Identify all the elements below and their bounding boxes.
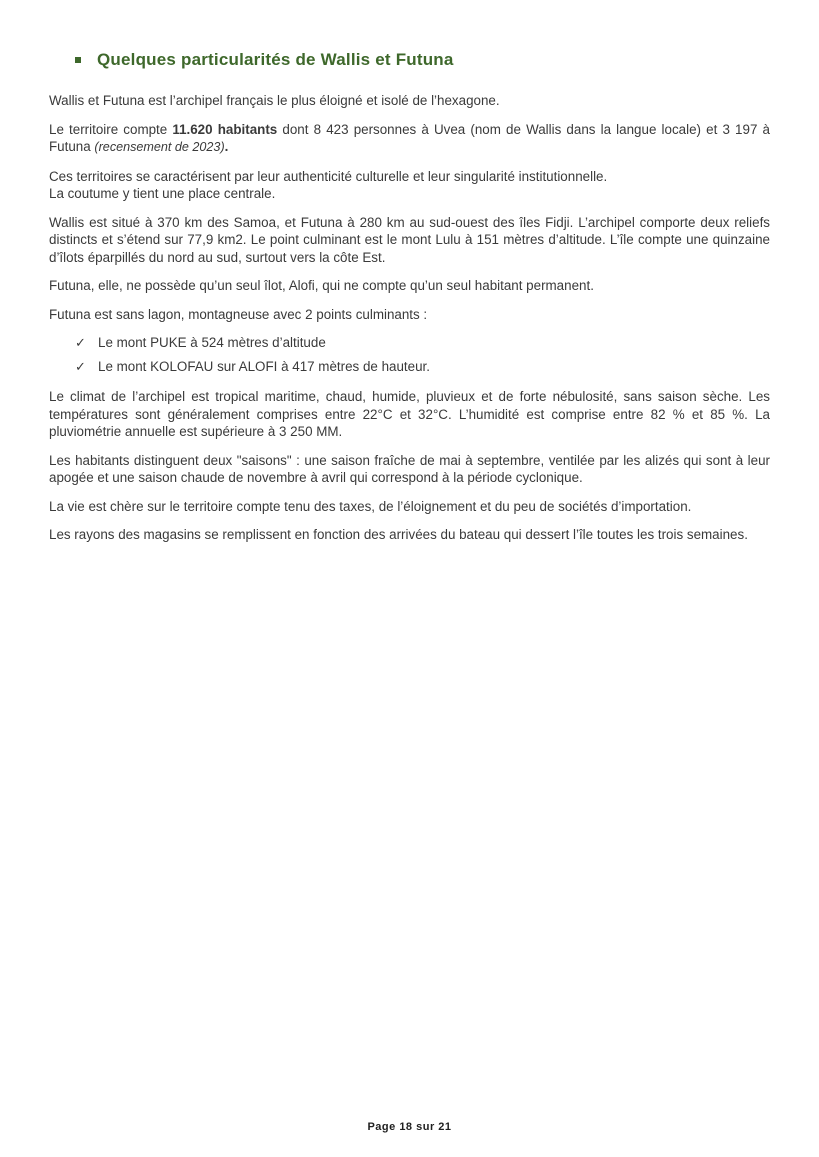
document-content [0, 0, 819, 544]
paragraph-intro [49, 92, 770, 110]
cost-of-living-text: La vie est chère sur le territoire compte tenu des taxes, de l’éloignement et du peu de sociétés d’importation. [49, 498, 692, 514]
list-item-text: Le mont PUKE à 524 mètres d’altitude [98, 335, 326, 350]
peaks-list [75, 334, 770, 375]
population-text-detail: dont 8 423 personnes à Uvea (nom de Wallis dans la langue locale) et 3 197 à Futuna [49, 121, 770, 154]
checkmark-icon: ✓ [75, 358, 86, 374]
paragraph-cost-of-living [49, 498, 770, 516]
page-footer [0, 1121, 819, 1133]
section-heading-text: Quelques particularités de Wallis et Futuna [97, 50, 454, 69]
list-item [75, 358, 770, 376]
list-item-text: Le mont KOLOFAU sur ALOFI à 417 mètres de hauteur. [98, 358, 430, 374]
paragraph-population [49, 121, 770, 157]
census-note: (recensement de 2023) [94, 140, 225, 154]
paragraph-intro-text: Wallis et Futuna est l’archipel français le plus éloigné et isolé de l’hexagone. [49, 93, 500, 108]
paragraph-futuna-peaks-intro [49, 306, 770, 324]
paragraph-futuna-islet [49, 277, 770, 295]
section-heading [75, 50, 770, 70]
page-number: Page 18 sur 21 [367, 1121, 452, 1133]
checkmark-icon: ✓ [75, 335, 86, 350]
climate-text: Le climat de l’archipel est tropical maritime, chaud, humide, pluvieux et de forte nébulosité, sans saison sèche. Les températures sont généralement comprises entre 22°C et 32°C. L’humidité est comprise entre 82 % et 85 %. La pluviométrie annuelle est supérieure à 3 250 MM. [49, 389, 770, 439]
paragraph-supply-boat [49, 526, 770, 544]
supply-boat-text: Les rayons des magasins se remplissent en fonction des arrivées du bateau qui dessert l’île toutes les trois semaines. [49, 527, 748, 542]
futuna-islet-text: Futuna, elle, ne possède qu’un seul îlot, Alofi, qui ne compte qu’un seul habitant permanent. [49, 278, 594, 293]
paragraph-climate [49, 388, 770, 441]
list-item [75, 334, 770, 352]
population-text-lead: Le territoire compte [49, 121, 173, 137]
culture-line-2: La coutume y tient une place centrale. [49, 186, 276, 201]
population-count: 11.620 habitants [172, 121, 278, 137]
square-bullet-icon [75, 57, 81, 63]
seasons-text: Les habitants distinguent deux "saisons" : une saison fraîche de mai à septembre, ventilée par les alizés qui sont à leur apogée et une saison chaude de novembre à avril qui correspond à la période cyclonique. [49, 452, 770, 485]
futuna-peaks-intro-text: Futuna est sans lagon, montagneuse avec 2 points culminants : [49, 306, 428, 322]
paragraph-geography-wallis [49, 214, 770, 267]
paragraph-culture [49, 168, 770, 203]
culture-line-1: Ces territoires se caractérisent par leur authenticité culturelle et leur singularité institutionnelle. [49, 168, 608, 184]
population-period: . [224, 139, 229, 154]
geography-wallis-text: Wallis est situé à 370 km des Samoa, et Futuna à 280 km au sud-ouest des îles Fidji. L’archipel comporte deux reliefs distincts et s’étend sur 77,9 km2. Le point culminant est le mont Lulu à 151 mètres d’altitude. L’île compte une quinzaine d’îlots éparpillés du nord au sud, surtout vers la côte Est. [49, 214, 770, 265]
paragraph-seasons [49, 452, 770, 487]
